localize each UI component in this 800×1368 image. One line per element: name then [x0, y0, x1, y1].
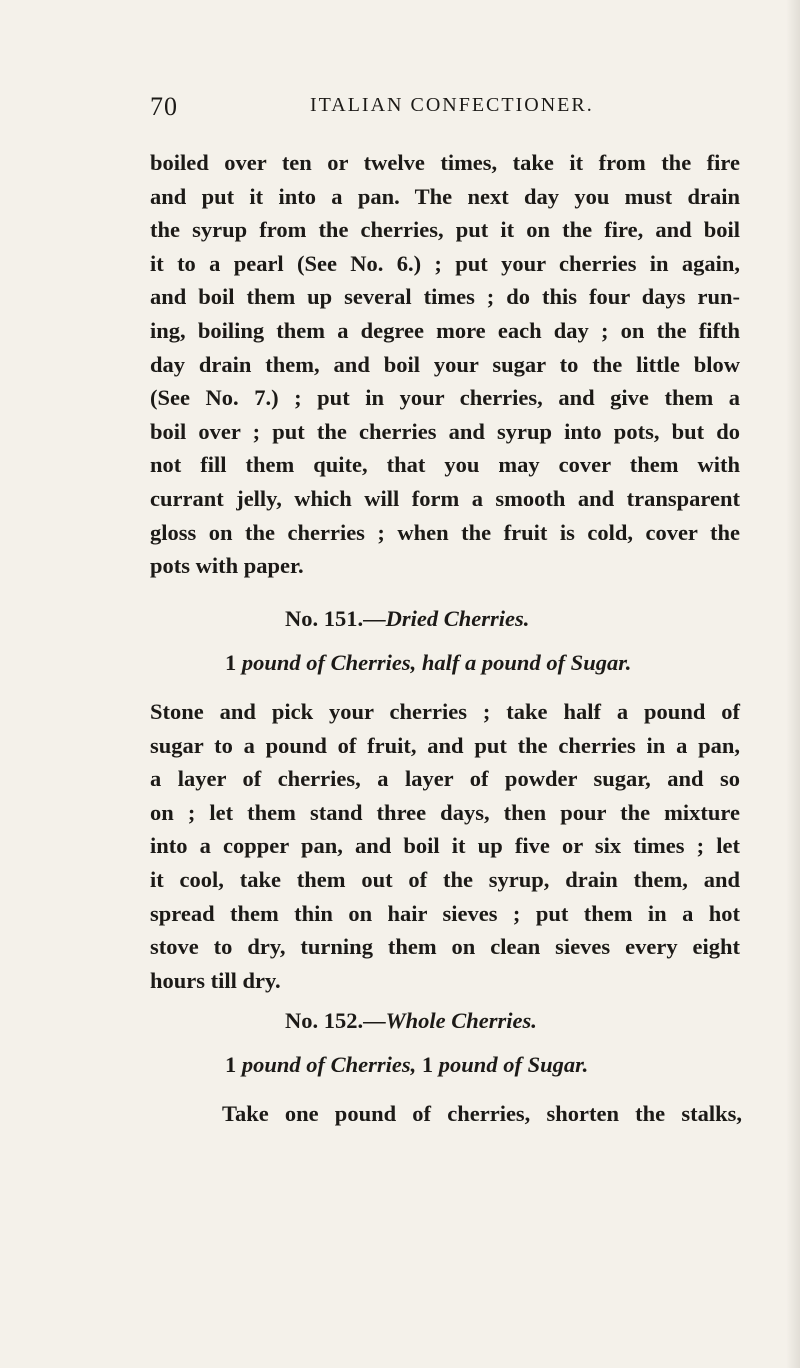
recipe-152-ingredients	[225, 1052, 588, 1078]
text-line: Take one pound of cherries, shorten the stalks,	[222, 1101, 742, 1126]
ingredient-text: pound of Cherries,	[241, 1052, 417, 1077]
ingredient-quantity: 1	[225, 650, 237, 675]
text-line: a layer of cherries, a layer of powder sugar, and so	[150, 766, 740, 792]
text-line: it cool, take them out of the syrup, drain them, and	[150, 866, 740, 892]
text-line: day drain them, and boil your sugar to the little blow	[150, 351, 740, 377]
text-line: it to a pearl (See No. 6.) ; put your cherries in again,	[150, 250, 740, 276]
text-line: gloss on the cherries ; when the fruit is cold, cover the	[150, 519, 740, 545]
page-header	[150, 92, 750, 128]
ingredient-quantity: 1	[225, 1052, 237, 1077]
text-line: and put it into a pan. The next day you must drain	[150, 183, 740, 209]
text-line: into a copper pan, and boil it up five or six times ; let	[150, 833, 740, 859]
recipe-151-ingredients	[225, 650, 631, 676]
text-line: on ; let them stand three days, then pour the mixture	[150, 799, 740, 825]
recipe-152-heading	[285, 1008, 537, 1034]
text-line: boil over ; put the cherries and syrup into pots, but do	[150, 418, 740, 444]
text-line: ing, boiling them a degree more each day ; on the fifth	[150, 317, 740, 343]
text-line: stove to dry, turning them on clean sieves every eight	[150, 934, 740, 960]
ingredient-text: pound of Sugar.	[438, 1052, 589, 1077]
text-line: currant jelly, which will form a smooth and transparent	[150, 485, 740, 511]
page-number: 70	[150, 92, 178, 121]
intro-paragraph	[150, 146, 740, 583]
recipe-number: No. 151.—	[285, 606, 386, 631]
text-line: hours till dry.	[150, 967, 281, 993]
text-line: spread them thin on hair sieves ; put them in a hot	[150, 900, 740, 926]
text-line: the syrup from the cherries, put it on the fire, and boil	[150, 217, 740, 243]
text-line: boiled over ten or twelve times, take it from the fire	[150, 150, 740, 175]
running-head: ITALIAN CONFECTIONER.	[310, 94, 594, 116]
page-edge-shadow	[786, 0, 800, 1368]
ingredient-text: pound of Cherries, half a pound of Sugar.	[241, 650, 632, 675]
recipe-151-paragraph	[150, 695, 740, 997]
text-line: and boil them up several times ; do this four days run-	[150, 284, 740, 310]
text-line: sugar to a pound of fruit, and put the cherries in a pan,	[150, 732, 740, 758]
recipe-title: Whole Cherries.	[385, 1008, 537, 1033]
recipe-number: No. 152.—	[285, 1008, 386, 1033]
text-line: pots with paper.	[150, 553, 304, 579]
recipe-151-heading	[285, 606, 529, 632]
text-line: not fill them quite, that you may cover them with	[150, 452, 740, 478]
recipe-152-paragraph	[222, 1097, 742, 1131]
ingredient-quantity: 1	[421, 1052, 434, 1077]
text-line: (See No. 7.) ; put in your cherries, and give them a	[150, 385, 740, 411]
recipe-title: Dried Cherries.	[385, 606, 530, 631]
text-line: Stone and pick your cherries ; take half a pound of	[150, 699, 740, 724]
